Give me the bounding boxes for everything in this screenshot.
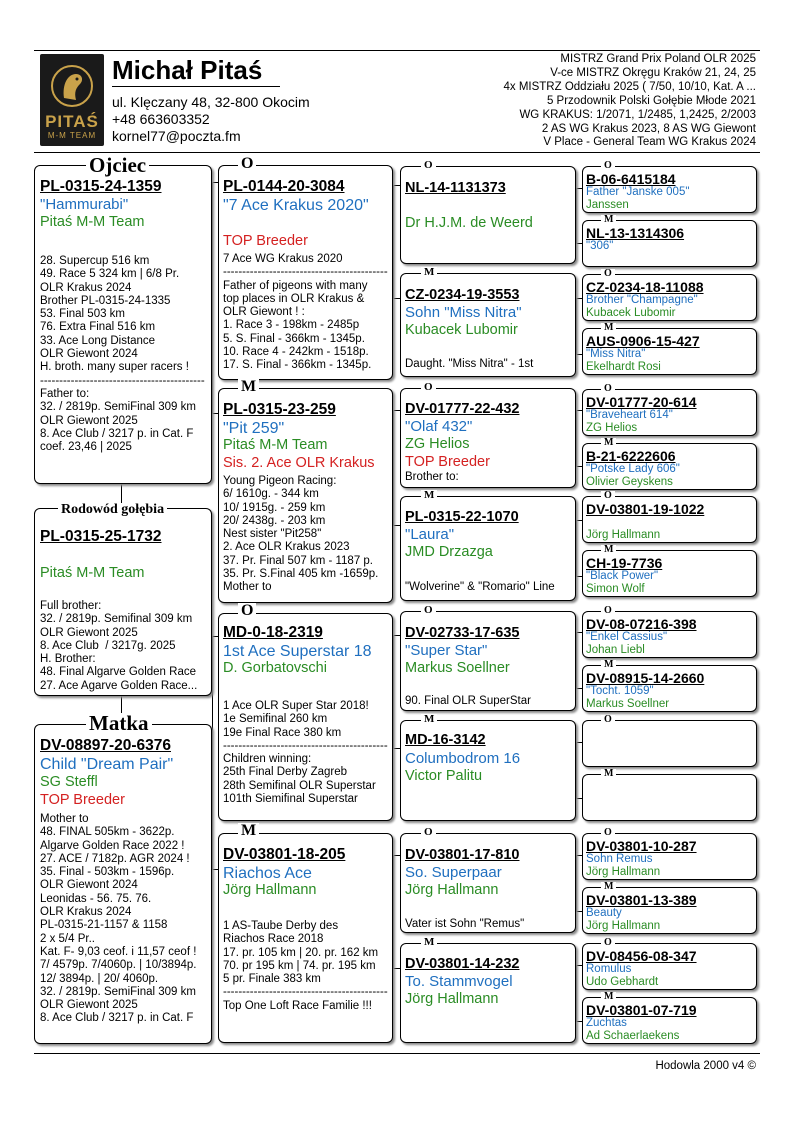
gen2-4-ring-number: DV-03801-18-205	[223, 846, 346, 863]
gen4-card-3[interactable]	[582, 274, 757, 321]
gen3-4-sex-label: M	[421, 490, 437, 501]
subject-description: Full brother: 32. / 2819p. Semifinal 309 km OLR Giewont 2025 8. Ace Club / 3217g. 2025 H. Brother: 48. Final Algarve Golden Race 27. Ace Agarve Golden Race...	[40, 600, 198, 692]
gen2-3-ring-number: MD-0-18-2319	[223, 624, 323, 641]
father-description: 28. Supercup 516 km 49. Race 5 324 km | 6/8 Pr. OLR Krakus 2024 Brother PL-0315-24-1335 53. Final 503 km 76. Extra Final 516 km 33. Ace Long Distance OLR Giewont 2024 H. broth. many super racers ! ------------------------------------------- Father to: 32. / 2819p. SemiFinal 309 km OLR Giewont 2025 8. Ace Club / 3217 p. in Cat. F coef. 23,46 | 2025	[40, 255, 205, 454]
gen2-2-sex-label: M	[238, 379, 259, 395]
gen3-5-name: "Super Star"	[405, 642, 488, 659]
gen3-7-owner: Jörg Hallmann	[405, 882, 499, 898]
gen4-owner: Ad Schaerlaekens	[586, 1030, 680, 1042]
gen2-3-name: 1st Ace Superstar 18	[223, 643, 372, 660]
gen3-card-7[interactable]	[400, 833, 576, 933]
gen2-2-owner: Pitaś M-M Team	[223, 437, 328, 453]
achievement-line: WG KRAKUS: 1/2071, 1/2485, 1,2425, 2/2003	[519, 108, 756, 121]
gen4-sex-label: O	[601, 384, 615, 394]
gen4-owner: Olivier Geyskens	[586, 476, 673, 488]
father-owner: Pitaś M-M Team	[40, 214, 145, 230]
mother-owner: SG Steffl	[40, 774, 98, 790]
gen4-card-13[interactable]	[582, 833, 757, 880]
gen2-1-ring-number: PL-0144-20-3084	[223, 178, 345, 195]
gen4-sex-label: O	[601, 161, 615, 171]
footer-rule	[34, 1053, 760, 1054]
gen2-1-description: 7 Ace WG Krakus 2020 ------------------------------------------- Father of pigeons with many top places in OLR Krakus & OLR Giewont ! : 1. Race 3 - 198km - 2485p 5. S. Final - 366km - 1345p. 10. Race 4 - 242km - 1518p. 17. S. Final - 366km - 1345p.	[223, 253, 388, 372]
gen4-owner: Ekelhardt Rosi	[586, 361, 661, 373]
gen3-3-top-breeder: TOP Breeder	[405, 454, 490, 470]
gen4-card-11[interactable]	[582, 720, 757, 767]
gen3-7-description: Vater ist Sohn "Remus"	[405, 918, 525, 930]
gen4-card-4[interactable]	[582, 328, 757, 375]
gen2-2-ring-number: PL-0315-23-259	[223, 401, 336, 418]
gen2-card-4[interactable]	[218, 833, 393, 1043]
gen4-ring-number: AUS-0906-15-427	[586, 333, 700, 349]
gen4-sex-label: M	[601, 992, 616, 1002]
father-card[interactable]	[34, 165, 212, 484]
gen4-card-10[interactable]	[582, 665, 757, 712]
gen2-1-sex-label: O	[238, 156, 256, 172]
logo-text-main: PITAŚ	[45, 112, 99, 131]
gen2-card-3[interactable]	[218, 613, 393, 821]
gen4-card-7[interactable]	[582, 496, 757, 543]
gen2-4-sex-label: M	[238, 823, 259, 839]
subject-owner: Pitaś M-M Team	[40, 565, 145, 581]
gen2-2-description: Young Pigeon Racing: 6/ 1610g. - 344 km 10/ 1915g. - 259 km 20/ 2438g. - 203 km Nest sister "Pit258" 2. Ace OLR Krakus 2023 37. Pr. Final 507 km - 1187 p. 35. Pr. S.Final 405 km -1659p. Mother to	[223, 475, 379, 594]
gen2-2-name: "Pit 259"	[223, 420, 285, 437]
gen4-sex-label: O	[601, 491, 615, 501]
gen4-name: "Black Power"	[586, 570, 659, 582]
gen4-card-15[interactable]	[582, 943, 757, 990]
gen4-name: "306"	[586, 240, 614, 252]
mother-ring-number: DV-08897-20-6376	[40, 737, 171, 754]
gen4-name: "Braveheart 614"	[586, 409, 673, 421]
breeder-logo	[40, 54, 104, 146]
gen3-8-ring-number: DV-03801-14-232	[405, 956, 520, 972]
software-credit: Hodowla 2000 v4 ©	[655, 1060, 756, 1072]
gen4-name: "Tocht. 1059"	[586, 685, 654, 697]
gen4-owner: ZG Helios	[586, 422, 638, 434]
gen4-card-12[interactable]	[582, 774, 757, 821]
logo-text-sub: M-M TEAM	[47, 131, 97, 140]
gen4-sex-label: M	[601, 545, 616, 555]
gen3-4-ring-number: PL-0315-22-1070	[405, 509, 519, 525]
mother-top-breeder: TOP Breeder	[40, 792, 125, 808]
gen4-sex-label: M	[601, 438, 616, 448]
gen4-sex-label: O	[601, 715, 615, 725]
gen3-3-owner: ZG Helios	[405, 436, 470, 452]
gen3-card-6[interactable]	[400, 720, 576, 821]
gen4-name: "Enkel Cassius"	[586, 631, 668, 643]
gen2-1-top-breeder: TOP Breeder	[223, 233, 308, 249]
father-label: Ojciec	[86, 155, 149, 176]
gen4-ring-number: B-21-6222606	[586, 448, 676, 464]
gen3-3-name: "Olaf 432"	[405, 418, 473, 435]
gen3-6-name: Columbodrom 16	[405, 750, 521, 767]
gen3-card-8[interactable]	[400, 943, 576, 1043]
gen3-6-ring-number: MD-16-3142	[405, 732, 486, 748]
gen4-ring-number: DV-08915-14-2660	[586, 670, 705, 686]
gen4-ring-number: B-06-6415184	[586, 171, 676, 187]
gen3-2-sex-label: M	[421, 267, 437, 278]
gen4-card-16[interactable]	[582, 997, 757, 1044]
gen4-ring-number: DV-01777-20-614	[586, 394, 697, 410]
header-top-rule	[34, 50, 760, 51]
gen3-3-sex-label: O	[421, 382, 436, 393]
gen4-card-9[interactable]	[582, 611, 757, 658]
breeder-email[interactable]: kornel77@poczta.fm	[112, 128, 241, 144]
gen4-sex-label: M	[601, 882, 616, 892]
gen2-3-description: 1 Ace OLR Super Star 2018! 1e Semifinal 260 km 19e Final Race 380 km ------------------------------------------- Children winning: 25th Final Derby Zagreb 28th Semifinal OLR Superstar 101th Siemifinal Superstar	[223, 700, 388, 806]
gen4-ring-number: DV-03801-10-287	[586, 838, 697, 854]
gen4-sex-label: O	[601, 938, 615, 948]
breeder-name-underline	[112, 86, 280, 87]
gen3-card-1[interactable]	[400, 166, 576, 264]
gen4-owner: Markus Soellner	[586, 698, 670, 710]
gen2-3-sex-label: O	[238, 603, 256, 619]
gen4-owner: Jörg Hallmann	[586, 529, 661, 541]
gen3-7-sex-label: O	[421, 827, 436, 838]
gen3-4-name: "Laura"	[405, 526, 455, 543]
subject-label: Rodowód gołębia	[58, 503, 167, 517]
gen4-name: Father "Janske 005"	[586, 186, 690, 198]
gen3-8-name: To. Stammvogel	[405, 973, 513, 990]
gen4-owner: Simon Wolf	[586, 583, 645, 595]
gen2-2-highlight: Sis. 2. Ace OLR Krakus	[223, 455, 375, 471]
gen3-8-sex-label: M	[421, 937, 437, 948]
achievements-list	[504, 53, 757, 150]
gen3-3-description: Brother to:	[405, 471, 459, 483]
gen4-name: Brother "Champagne"	[586, 294, 698, 306]
gen4-sex-label: O	[601, 269, 615, 279]
gen4-owner: Jörg Hallmann	[586, 866, 661, 878]
father-ring-number: PL-0315-24-1359	[40, 178, 162, 195]
achievement-line: MISTRZ Grand Prix Poland OLR 2025	[560, 53, 756, 65]
subject-ring-number: PL-0315-25-1732	[40, 528, 162, 545]
gen3-1-owner: Dr H.J.M. de Weerd	[405, 215, 533, 231]
gen3-1-ring-number: NL-14-1131373	[405, 180, 506, 196]
achievement-line: V-ce MISTRZ Okręgu Kraków 21, 24, 25	[550, 66, 756, 79]
gen4-ring-number: DV-08456-08-347	[586, 948, 697, 964]
gen3-card-4[interactable]	[400, 496, 576, 601]
gen3-card-5[interactable]	[400, 611, 576, 711]
breeder-phone: +48 663603352	[112, 111, 210, 127]
gen3-5-description: 90. Final OLR SuperStar	[405, 695, 531, 707]
gen4-ring-number: DV-03801-13-389	[586, 892, 697, 908]
gen3-7-name: So. Superpaar	[405, 864, 502, 881]
gen3-4-description: "Wolverine" & "Romario" Line	[405, 581, 555, 593]
gen2-1-name: "7 Ace Krakus 2020"	[223, 197, 369, 214]
gen4-card-5[interactable]	[582, 389, 757, 436]
gen2-4-owner: Jörg Hallmann	[223, 882, 317, 898]
gen4-owner: Janssen	[586, 199, 629, 211]
gen4-name: Beauty	[586, 907, 622, 919]
gen4-owner: Udo Gebhardt	[586, 976, 659, 988]
gen2-4-description: 1 AS-Taube Derby des Riachos Race 2018 17. pr. 105 km | 20. pr. 162 km 70. pr 195 km | 74. pr. 195 km 5 pr. Finale 383 km ------------------------------------------- Top One Loft Race Familie !!!	[223, 920, 388, 1012]
subject-card[interactable]	[34, 508, 212, 696]
gen3-card-2[interactable]	[400, 273, 576, 377]
gen4-sex-label: O	[601, 606, 615, 616]
gen4-name: Romulus	[586, 963, 632, 975]
gen4-name: Zuchtas	[586, 1017, 627, 1029]
gen3-7-ring-number: DV-03801-17-810	[405, 847, 520, 863]
mother-description: Mother to 48. FINAL 505km - 3622p. Algarve Golden Race 2022 ! 27. ACE / 7182p. AGR 2024 ! 35. Final - 503km - 1596p. OLR Giewont 2024 Leonidas - 56. 75. 76. OLR Krakus 2024 PL-0315-21-1157 & 1158 2 x 5/4 Pr.. Kat. F- 9,03 ceof. i 11,57 ceof ! 7/ 4579p. 7/4060p. | 10/3894p. 12/ 3894p. | 20/ 4060p. 32. / 2819p. SemiFinal 309 km OLR Giewont 2025 8. Ace Club / 3217 p. in Cat. F	[40, 813, 197, 1025]
gen4-sex-label: M	[601, 215, 616, 225]
gen2-3-owner: D. Gorbatovschi	[223, 660, 327, 676]
gen3-2-description: Daught. "Miss Nitra" - 1st	[405, 358, 534, 370]
gen3-5-owner: Markus Soellner	[405, 660, 510, 676]
gen4-sex-label: O	[601, 828, 615, 838]
gen4-sex-label: M	[601, 769, 616, 779]
gen4-ring-number: CH-19-7736	[586, 555, 663, 571]
gen4-owner: Kubacek Lubomir	[586, 307, 676, 319]
gen4-ring-number: DV-03801-19-1022	[586, 501, 705, 517]
gen4-card-2[interactable]	[582, 220, 757, 267]
mother-card[interactable]	[34, 724, 212, 1044]
achievement-line: 4x MISTRZ Oddziału 2025 ( 7/50, 10/10, Kat. A ...	[503, 80, 756, 93]
gen3-1-sex-label: O	[421, 160, 436, 171]
gen3-5-sex-label: O	[421, 605, 436, 616]
mother-label: Matka	[86, 713, 152, 734]
achievement-line: 5 Przodownik Polski Gołębie Młode 2021	[546, 94, 756, 107]
father-name: "Hammurabi"	[40, 196, 129, 213]
gen4-card-8[interactable]	[582, 550, 757, 597]
gen4-owner: Jörg Hallmann	[586, 920, 661, 932]
gen4-sex-label: M	[601, 323, 616, 333]
gen3-6-owner: Victor Palitu	[405, 768, 483, 784]
gen3-2-ring-number: CZ-0234-19-3553	[405, 287, 520, 303]
gen3-card-3[interactable]	[400, 388, 576, 488]
gen4-name: "Potske Lady 606"	[586, 463, 680, 475]
gen4-sex-label: M	[601, 660, 616, 670]
gen4-ring-number: CZ-0234-18-11088	[586, 279, 704, 295]
gen3-8-owner: Jörg Hallmann	[405, 991, 499, 1007]
mother-name: Child "Dream Pair"	[40, 756, 174, 773]
gen4-ring-number: DV-03801-07-719	[586, 1002, 697, 1018]
gen2-card-1[interactable]	[218, 165, 393, 380]
breeder-name: Michał Pitaś	[112, 55, 263, 85]
gen3-6-sex-label: M	[421, 714, 437, 725]
gen4-card-14[interactable]	[582, 887, 757, 934]
gen2-card-2[interactable]	[218, 388, 393, 603]
achievement-line: V Place - General Team WG Krakus 2024	[543, 136, 756, 149]
gen4-ring-number: NL-13-1314306	[586, 225, 685, 241]
gen4-owner: Johan Liebl	[586, 644, 645, 656]
gen4-card-6[interactable]	[582, 443, 757, 490]
gen3-2-name: Sohn "Miss Nitra"	[405, 304, 522, 321]
breeder-address: ul. Klęczany 48, 32-800 Okocim	[112, 94, 310, 110]
gen4-ring-number: DV-08-07216-398	[586, 616, 697, 632]
achievement-line: 2 AS WG Krakus 2023, 8 AS WG Giewont	[541, 122, 756, 135]
gen4-name: "Miss Nitra"	[586, 348, 646, 360]
gen3-5-ring-number: DV-02733-17-635	[405, 625, 520, 641]
gen4-card-1[interactable]	[582, 166, 757, 213]
gen4-name: Sohn Remus	[586, 853, 653, 865]
gen3-4-owner: JMD Drzazga	[405, 544, 493, 560]
gen3-3-ring-number: DV-01777-22-432	[405, 401, 520, 417]
gen2-4-name: Riachos Ace	[223, 865, 312, 882]
gen3-2-owner: Kubacek Lubomir	[405, 322, 518, 338]
